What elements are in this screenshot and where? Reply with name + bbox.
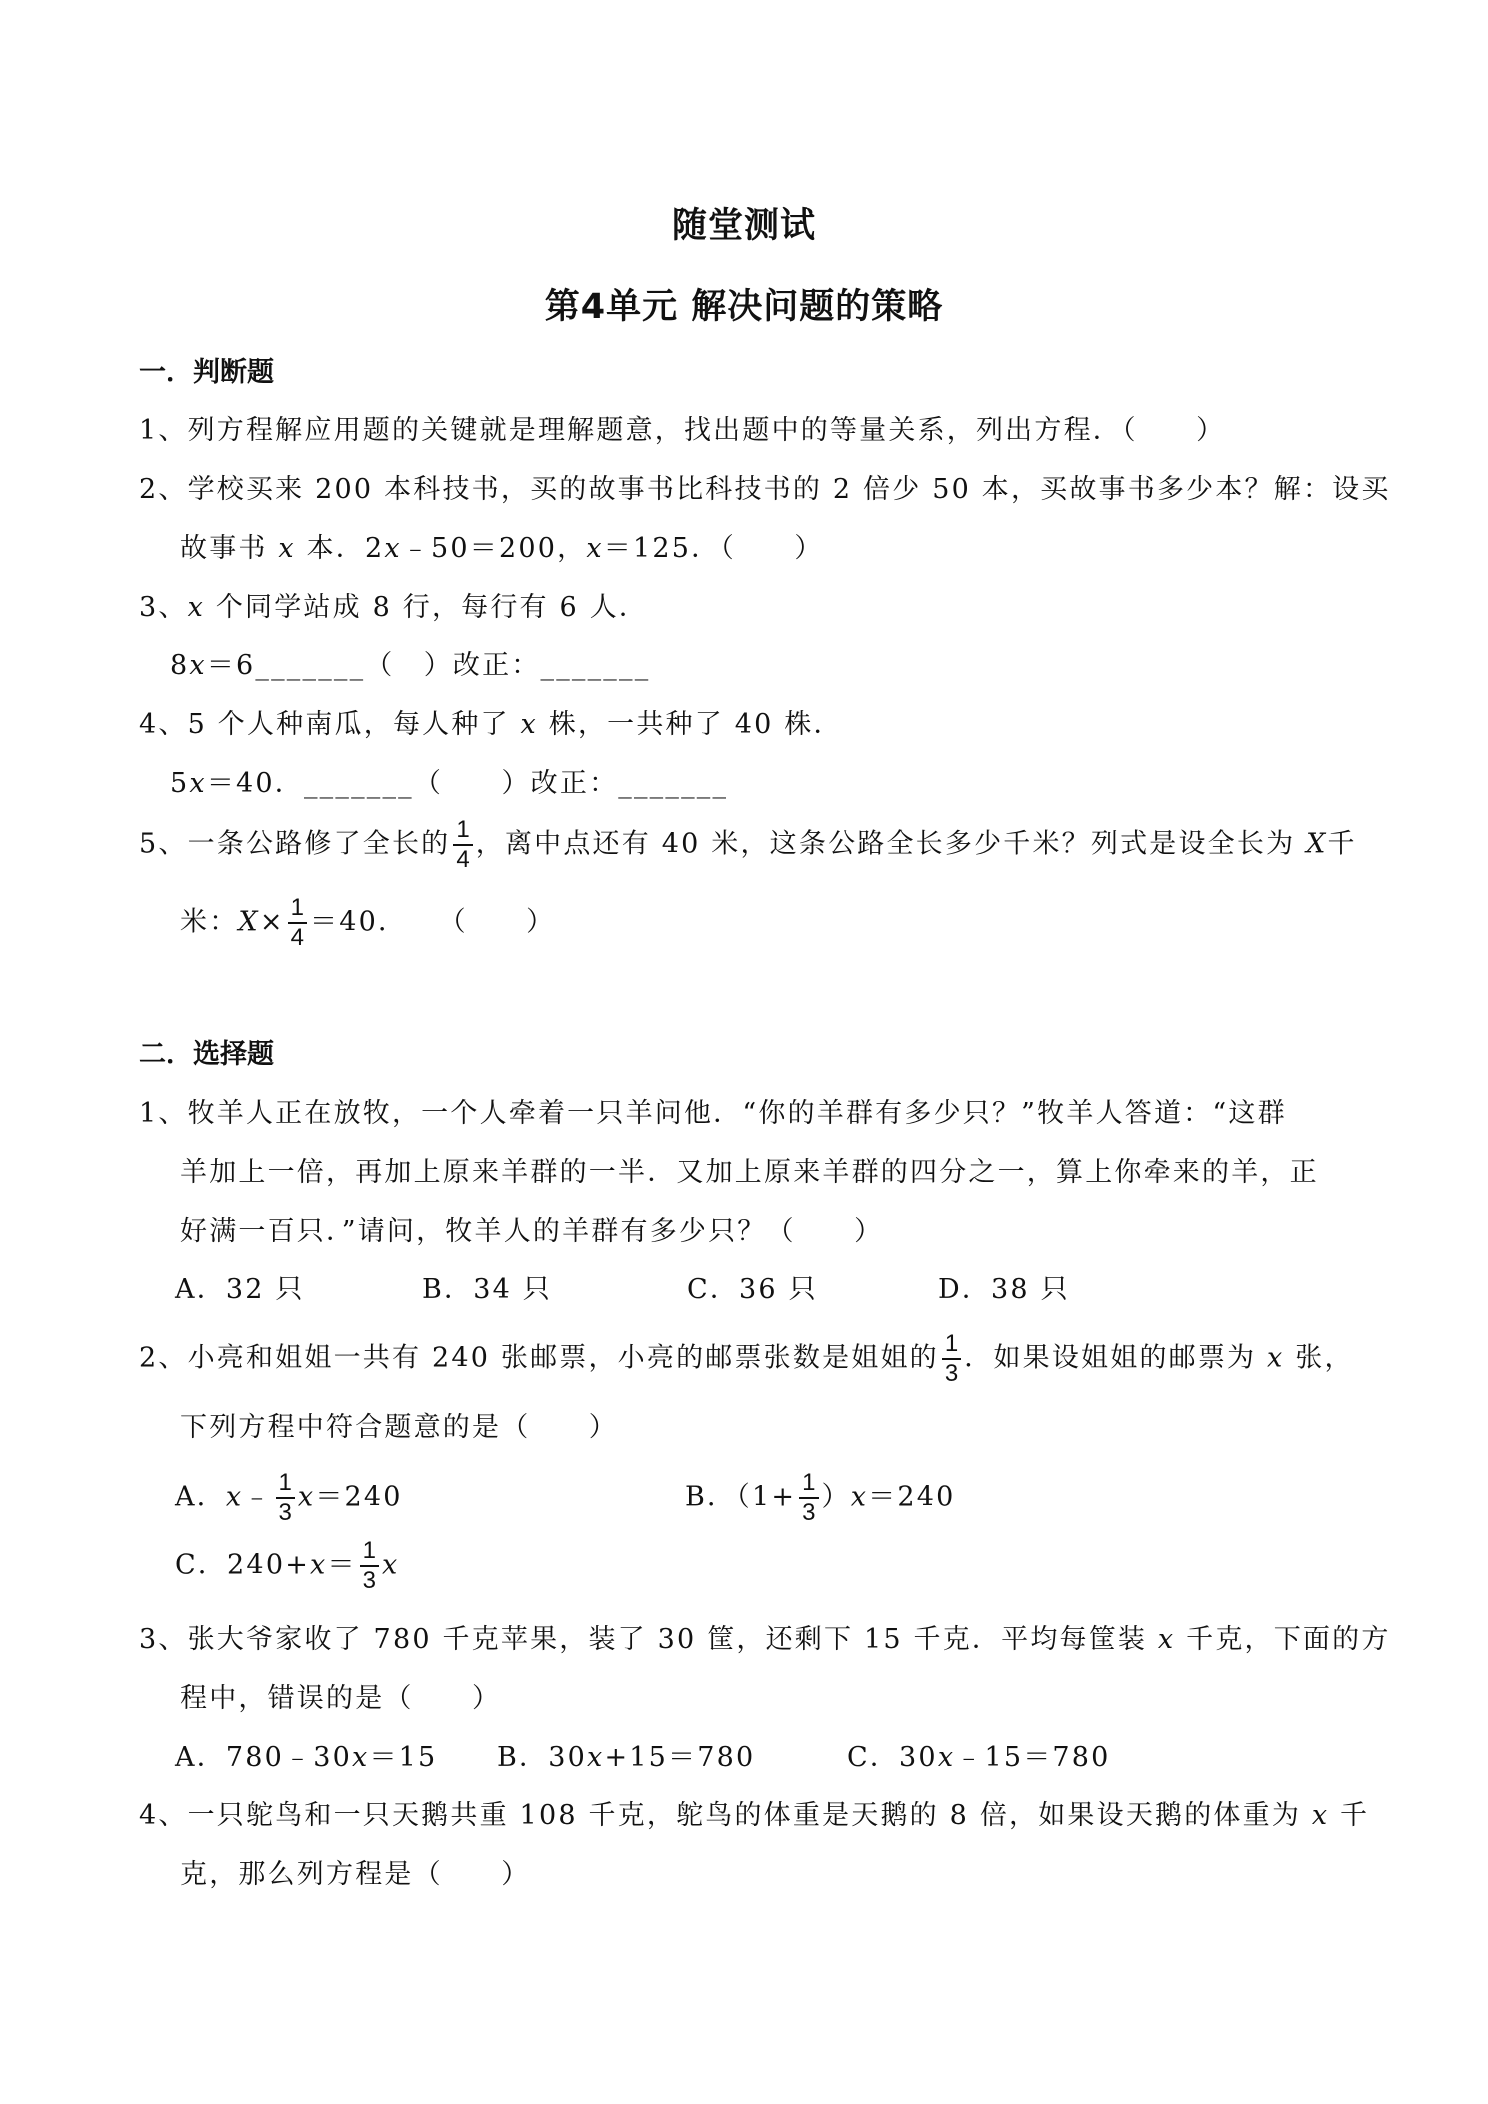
fraction-one-quarter: $\frac{1}{4}$ <box>288 896 307 950</box>
s2-q2-option-b: B．（1+ $\frac{1}{3}$ ）x＝240 <box>685 1469 956 1526</box>
s2-q3-option-a: A．780﹣30x＝15 <box>175 1742 438 1773</box>
page-subtitle: 第4单元 解决问题的策略 <box>544 287 944 327</box>
s1-q5-line1: 5、一条公路修了全长的 $\frac{1}{4}$ ，离中点还有 40 米，这条公路全长多少千米？列式是设全长为 X千 <box>139 816 1357 873</box>
s2-q1-option-d: D．38 只 <box>938 1274 1070 1305</box>
s2-q2-option-c: C．240+x＝ $\frac{1}{3}$ x <box>175 1537 400 1594</box>
s2-q2-line2: 下列方程中符合题意的是（ ） <box>180 1412 618 1443</box>
s2-q2-line1: 2、小亮和姐姐一共有 240 张邮票，小亮的邮票张数是姐姐的 $\frac{1}{3}$ ．如果设姐姐的邮票为 x 张， <box>139 1330 1354 1387</box>
section-heading-choice: 二．选择题 <box>139 1039 274 1070</box>
s1-q2-line2: 故事书 x 本．2x﹣50＝200，x＝125．（ ） <box>180 533 824 564</box>
s2-q3-line1: 3、张大爷家收了 780 千克苹果，装了 30 筐，还剩下 15 千克．平均每筐装 x 千克，下面的方 <box>139 1624 1391 1655</box>
s2-q3-option-c: C．30x﹣15＝780 <box>847 1742 1111 1773</box>
s1-q3-line1: 3、x 个同学站成 8 行，每行有 6 人． <box>139 592 649 623</box>
s1-q1-line1: 1、列方程解应用题的关键就是理解题意，找出题中的等量关系，列出方程．（ ） <box>139 415 1226 446</box>
s2-q1-line2: 羊加上一倍，再加上原来羊群的一半．又加上原来羊群的四分之一，算上你牵来的羊，正 <box>180 1157 1319 1188</box>
s2-q3-line2: 程中，错误的是（ ） <box>180 1683 502 1714</box>
page-title: 随堂测试 <box>671 206 816 246</box>
s2-q1-option-b: B．34 只 <box>422 1274 552 1305</box>
s1-q2-line1: 2、学校买来 200 本科技书，买的故事书比科技书的 2 倍少 50 本，买故事书多少本？解：设买 <box>139 474 1391 505</box>
fraction-one-third: $\frac{1}{3}$ <box>360 1539 379 1593</box>
fraction-one-third: $\frac{1}{3}$ <box>276 1471 295 1525</box>
s2-q1-option-c: C．36 只 <box>687 1274 818 1305</box>
s2-q2-option-a: A．x﹣ $\frac{1}{3}$ x＝240 <box>175 1469 403 1526</box>
fraction-one-quarter: $\frac{1}{4}$ <box>453 818 472 872</box>
s1-q5-line2: 米：X× $\frac{1}{4}$ ＝40． （ ） <box>180 894 556 951</box>
s2-q4-line2: 克，那么列方程是（ ） <box>180 1859 531 1890</box>
s2-q1-line1: 1、牧羊人正在放牧，一个人牵着一只羊问他．“你的羊群有多少只？”牧羊人答道：“这群 <box>139 1098 1287 1129</box>
s1-q4-line2: 5x＝40．_______（ ）改正：_______ <box>170 768 729 799</box>
s1-q3-line2: 8x＝6_______（ ）改正：_______ <box>170 650 651 681</box>
fraction-one-third: $\frac{1}{3}$ <box>942 1332 961 1386</box>
section-heading-judgement: 一．判断题 <box>139 357 274 388</box>
s2-q1-line3: 好满一百只．”请问，牧羊人的羊群有多少只？（ ） <box>180 1216 884 1247</box>
s2-q3-option-b: B．30x+15＝780 <box>497 1742 756 1773</box>
fraction-one-third: $\frac{1}{3}$ <box>799 1471 818 1525</box>
s2-q4-line1: 4、一只鸵鸟和一只天鹅共重 108 千克，鸵鸟的体重是天鹅的 8 倍，如果设天鹅的体重为 x 千 <box>139 1800 1370 1831</box>
s1-q4-line1: 4、5 个人种南瓜，每人种了 x 株，一共种了 40 株． <box>139 709 843 740</box>
s2-q1-option-a: A．32 只 <box>175 1274 305 1305</box>
